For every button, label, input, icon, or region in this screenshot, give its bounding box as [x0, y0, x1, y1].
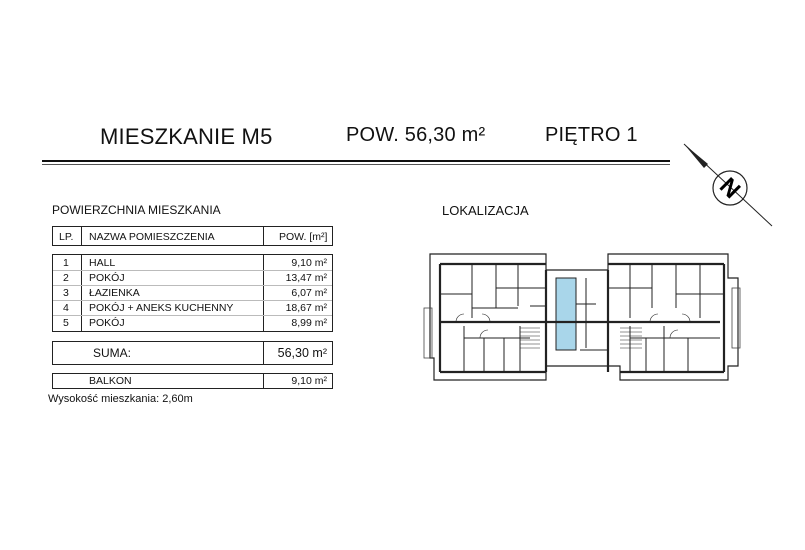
floor-label: PIĘTRO 1 [545, 124, 638, 146]
apartment-area: POW. 56,30 m² [346, 124, 486, 146]
col-area: POW. [m²] [279, 231, 328, 243]
apartment-title: MIESZKANIE M5 [100, 124, 273, 149]
location-section-title: LOKALIZACJA [442, 203, 529, 218]
col-lp: LP. [59, 231, 74, 243]
compass-letter: N [713, 172, 746, 205]
floor-plan [420, 248, 745, 388]
height-note: Wysokość mieszkania: 2,60m [48, 393, 193, 405]
compass-icon [680, 140, 780, 230]
sum-label: SUMA: [93, 346, 132, 360]
sum-value: 56,30 m² [277, 346, 327, 360]
apartment-highlight [556, 278, 576, 350]
balcony-row [52, 373, 333, 389]
area-section-title: POWIERZCHNIA MIESZKANIA [52, 203, 221, 217]
table-body: 1 HALL 9,10 m² 2 POKÓJ 13,47 m² 3 ŁAZIENKA 6,07 m² 4 POKÓJ + ANEKS KUCHENNY 18,67 m² 5 POKÓJ 8,99 m² [52, 254, 333, 332]
balcony-label: BALKON [89, 375, 132, 387]
col-name: NAZWA POMIESZCZENIA [89, 231, 215, 243]
sum-row [52, 341, 333, 365]
table-header [52, 226, 333, 246]
header-divider-thin [42, 164, 670, 165]
balcony-value: 9,10 m² [291, 375, 327, 387]
header-divider [42, 160, 670, 162]
